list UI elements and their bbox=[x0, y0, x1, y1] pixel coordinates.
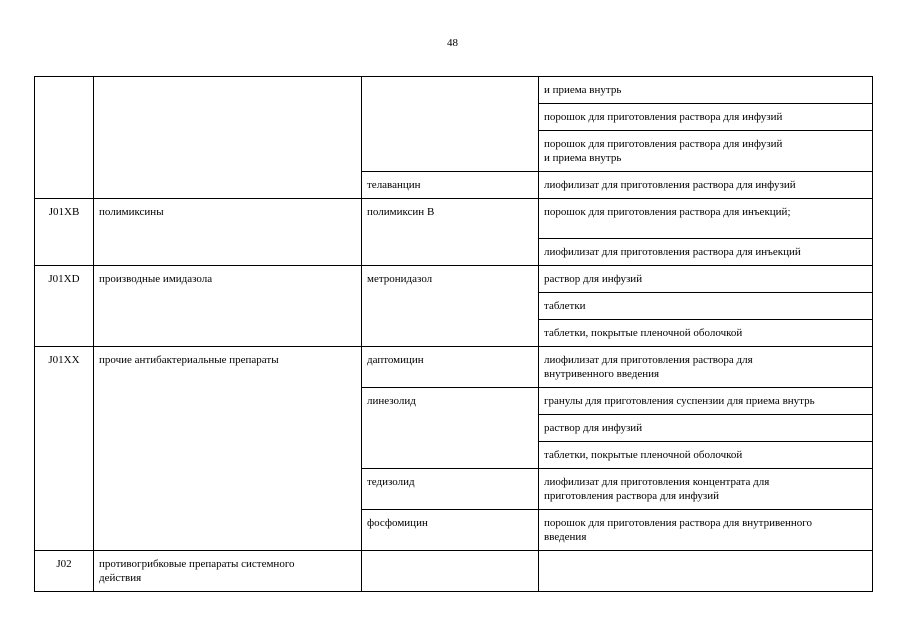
table-row bbox=[35, 199, 873, 239]
group-cell: прочие антибактериальные препараты bbox=[94, 347, 362, 551]
group-cell: противогрибковые препараты системного действия bbox=[94, 551, 362, 592]
dosage-form-cell: лиофилизат для приготовления раствора для инфузий bbox=[539, 172, 873, 199]
group-cell bbox=[94, 77, 362, 199]
dosage-form-cell bbox=[539, 551, 873, 592]
dosage-form-cell: порошок для приготовления раствора для инфузий и приема внутрь bbox=[539, 131, 873, 172]
dosage-form-cell: порошок для приготовления раствора для инфузий bbox=[539, 104, 873, 131]
atc-code-cell: J02 bbox=[35, 551, 94, 592]
dosage-form-cell: таблетки bbox=[539, 293, 873, 320]
drug-cell bbox=[362, 77, 539, 172]
atc-code-cell: J01XD bbox=[35, 266, 94, 347]
dosage-form-cell: раствор для инфузий bbox=[539, 415, 873, 442]
atc-code-cell: J01XX bbox=[35, 347, 94, 551]
table-row bbox=[35, 347, 873, 388]
dosage-form-cell: таблетки, покрытые пленочной оболочкой bbox=[539, 442, 873, 469]
dosage-form-cell: лиофилизат для приготовления раствора для инъекций bbox=[539, 239, 873, 266]
table-row bbox=[35, 77, 873, 104]
drug-cell: фосфомицин bbox=[362, 510, 539, 551]
drug-cell: телаванцин bbox=[362, 172, 539, 199]
table-row bbox=[35, 266, 873, 293]
drug-list-table bbox=[34, 76, 873, 592]
dosage-form-cell: порошок для приготовления раствора для инъекций; bbox=[539, 199, 873, 239]
atc-code-cell: J01XB bbox=[35, 199, 94, 266]
table-row bbox=[35, 551, 873, 592]
atc-code-cell bbox=[35, 77, 94, 199]
drug-cell: линезолид bbox=[362, 388, 539, 469]
dosage-form-cell: лиофилизат для приготовления раствора для внутривенного введения bbox=[539, 347, 873, 388]
drug-cell: полимиксин B bbox=[362, 199, 539, 266]
dosage-form-cell: таблетки, покрытые пленочной оболочкой bbox=[539, 320, 873, 347]
dosage-form-cell: порошок для приготовления раствора для внутривенного введения bbox=[539, 510, 873, 551]
drug-cell: метронидазол bbox=[362, 266, 539, 347]
group-cell: производные имидазола bbox=[94, 266, 362, 347]
drug-cell: даптомицин bbox=[362, 347, 539, 388]
drug-cell bbox=[362, 551, 539, 592]
dosage-form-cell: лиофилизат для приготовления концентрата для приготовления раствора для инфузий bbox=[539, 469, 873, 510]
page-number: 48 bbox=[447, 37, 458, 49]
dosage-form-cell: и приема внутрь bbox=[539, 77, 873, 104]
dosage-form-cell: гранулы для приготовления суспензии для приема внутрь bbox=[539, 388, 873, 415]
group-cell: полимиксины bbox=[94, 199, 362, 266]
drug-cell: тедизолид bbox=[362, 469, 539, 510]
dosage-form-cell: раствор для инфузий bbox=[539, 266, 873, 293]
